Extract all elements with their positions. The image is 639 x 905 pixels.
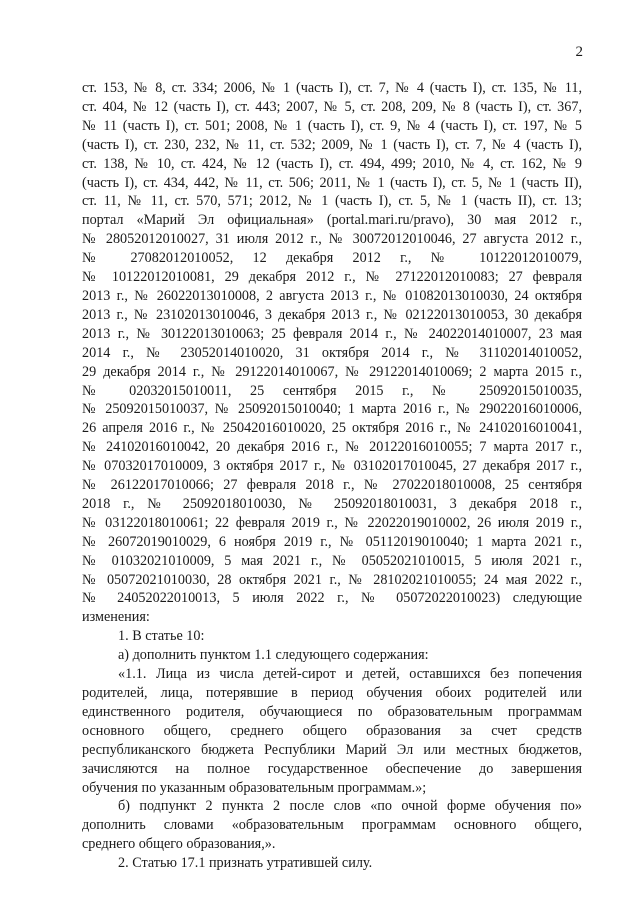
quote-line: «1.1. Лица из числа детей-сирот и детей, оставшихся без попечения — [118, 666, 582, 683]
citation-line: ст. 11, № 11, ст. 570, 571; 2012, № 1 (часть I), ст. 5, № 1 (часть II), ст. 13; — [82, 193, 582, 210]
citation-line: 2013 г., № 26022013010008, 2 августа 2013 г., № 01082013010030, 24 октября — [82, 287, 582, 304]
quote-line: зачисляются на полное государственное обеспечение до завершения — [82, 760, 582, 777]
item-2: 2. Статью 17.1 признать утратившей силу. — [118, 855, 373, 872]
citation-line: ст. 404, № 12 (часть I), ст. 443; 2007, № 5, ст. 208, 209, № 8 (часть I), ст. 367, — [82, 98, 582, 115]
citation-line: № 07032017010009, 3 октября 2017 г., № 03102017010045, 27 декабря 2017 г., — [82, 458, 582, 475]
citation-line: № 05072021010030, 28 октября 2021 г., № 28102021010055; 24 мая 2022 г., — [82, 571, 582, 588]
citation-line: № 25092015010037, № 25092015010040; 1 марта 2016 г., № 29022016010006, — [82, 401, 582, 418]
citation-line: № 28052012010027, 31 июля 2012 г., № 30072012010046, 27 августа 2012 г., — [82, 231, 582, 248]
citation-line: № 10122012010081, 29 декабря 2012 г., № 27122012010083; 27 февраля — [82, 269, 582, 286]
subitem-b-line: б) подпункт 2 пункта 2 после слов «по очной форме обучения по» — [118, 798, 582, 815]
citation-line: № 27082012010052, 12 декабря 2012 г., № 10122012010079, — [82, 250, 582, 267]
quote-line: обучения по указанным образовательным программам.»; — [82, 779, 427, 796]
citation-line: № 11 (часть I), ст. 501; 2008, № 1 (часть I), ст. 9, № 4 (часть I), ст. 197, № 5 — [82, 117, 582, 134]
citation-line: (часть I), ст. 230, 232, № 11, ст. 532; 2009, № 1 (часть I), ст. 7, № 4 (часть I), — [82, 136, 582, 153]
citation-line: ст. 153, № 8, ст. 334; 2006, № 1 (часть I), ст. 7, № 4 (часть I), ст. 135, № 11, — [82, 80, 582, 96]
citation-line: ст. 138, № 10, ст. 424, № 12 (часть I), ст. 494, 499; 2010, № 4, ст. 162, № 9 — [82, 155, 582, 172]
citation-line: 26 апреля 2016 г., № 25042016010020, 25 октября 2016 г., № 24102016010041, — [82, 420, 582, 437]
citation-line: № 26072019010029, 6 ноября 2019 г., № 05112019010040; 1 марта 2021 г., — [82, 533, 582, 550]
citation-paragraph — [82, 79, 582, 627]
item-1-subitem-a: а) дополнить пунктом 1.1 следующего содержания: — [118, 647, 429, 664]
citation-line: № 02032015010011, 25 сентября 2015 г., № 25092015010035, — [82, 382, 582, 399]
item-1-subitem-b — [82, 797, 582, 854]
citation-line: № 24052022010013, 5 июля 2022 г., № 05072022010023) следующие — [82, 590, 582, 607]
citation-line: (часть I), ст. 434, 442, № 11, ст. 506; 2011, № 1 (часть I), ст. 5, № 1 (часть II), — [82, 174, 582, 191]
citation-line: изменения: — [82, 609, 150, 626]
item-1-heading: 1. В статье 10: — [118, 628, 205, 645]
citation-line: 2013 г., № 30122013010063; 25 февраля 2014 г., № 24022014010007, 23 мая — [82, 325, 582, 342]
citation-line: портал «Марий Эл официальная» (portal.mari.ru/pravo), 30 мая 2012 г., — [82, 212, 582, 229]
quoted-amendment — [82, 665, 582, 797]
citation-line: 2013 г., № 23102013010046, 3 декабря 2013 г., № 02122013010053, 30 декабря — [82, 306, 582, 323]
citation-line: № 01032021010009, 5 мая 2021 г., № 05052021010015, 5 июля 2021 г., — [82, 552, 582, 569]
quote-line: республиканского бюджета Республики Марий Эл или местных бюджетов, — [82, 741, 582, 758]
page-number: 2 — [575, 44, 583, 60]
citation-line: № 03122018010061; 22 февраля 2019 г., № 22022019010002, 26 июля 2019 г., — [82, 514, 582, 531]
quote-line: родителей, лица, потерявшие в период обучения обоих родителей или — [82, 685, 582, 701]
citation-line: 29 декабря 2014 г., № 29122014010067, № 29122014010069; 2 марта 2015 г., — [82, 363, 582, 380]
quote-line: единственного родителя, обучающиеся по образовательным программам — [82, 703, 582, 720]
citation-line: № 24102016010042, 20 декабря 2016 г., № 20122016010055; 7 марта 2017 г., — [82, 439, 582, 456]
document-body — [82, 79, 582, 873]
subitem-b-line: дополнить словами «образовательным программам основного общего, — [82, 817, 582, 834]
citation-line: № 26122017010066; 27 февраля 2018 г., № 27022018010008, 25 сентября — [82, 477, 582, 494]
quote-line: основного общего, среднего общего образования за счет средств — [82, 722, 582, 739]
subitem-b-line: среднего общего образования,». — [82, 836, 276, 853]
citation-line: 2014 г., № 23052014010020, 31 октября 2014 г., № 31102014010052, — [82, 344, 582, 361]
citation-line: 2018 г., № 25092018010030, № 25092018010031, 3 декабря 2018 г., — [82, 495, 582, 512]
